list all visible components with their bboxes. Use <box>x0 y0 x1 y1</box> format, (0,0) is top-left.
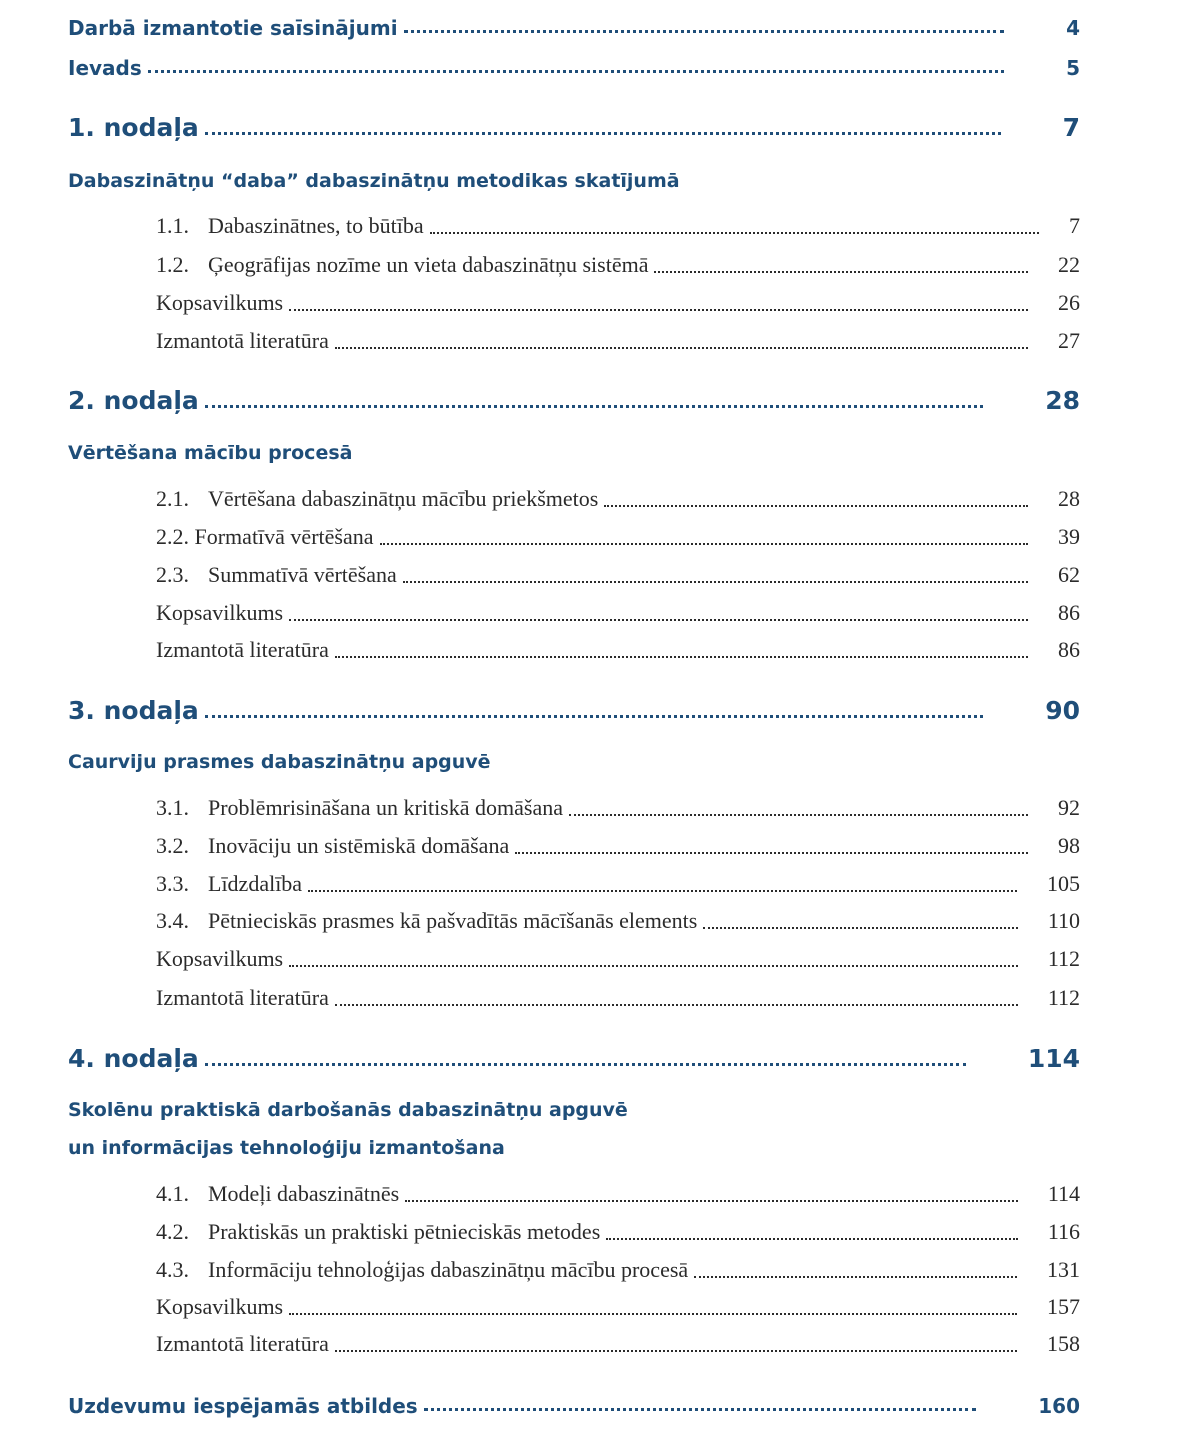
section-page-number: 131 <box>1047 1257 1080 1282</box>
section-entry[interactable] <box>156 871 1080 897</box>
section-page-number: 112 <box>1047 985 1080 1010</box>
dot-leader <box>335 1004 1018 1006</box>
section-page-number: 92 <box>1058 795 1080 820</box>
chapter-title: 1. nodaļa <box>68 113 199 142</box>
section-label: Summatīvā vērtēšana <box>208 562 397 587</box>
toc-page-number: 5 <box>1066 56 1080 80</box>
section-number: 3.3. <box>156 871 189 896</box>
section-page-number: 116 <box>1047 1219 1080 1244</box>
chapter-heading[interactable] <box>68 1044 1080 1073</box>
chapter-page-number: 114 <box>1027 1044 1080 1073</box>
section-number: 2.1. <box>156 486 189 511</box>
section-label: Līdzdalība <box>208 871 303 896</box>
section-page-number: 26 <box>1058 290 1080 315</box>
chapter-subtitle: un informācijas tehnoloģiju izmantošana <box>68 1137 505 1159</box>
section-label: Inovāciju un sistēmiskā domāšana <box>208 833 510 858</box>
section-number: 2.3. <box>156 562 189 587</box>
section-label: Izmantotā literatūra <box>156 1331 329 1356</box>
section-entry[interactable] <box>156 637 1080 663</box>
chapter-page-number: 90 <box>1045 696 1080 725</box>
chapter-title: 4. nodaļa <box>68 1044 199 1073</box>
section-number: 4.3. <box>156 1257 189 1282</box>
section-number: 1.1. <box>156 213 189 238</box>
section-page-number: 27 <box>1058 328 1080 353</box>
dot-leader <box>289 309 1028 311</box>
section-label: Kopsavilkums <box>156 1294 284 1319</box>
section-page-number: 157 <box>1047 1294 1080 1319</box>
dot-leader <box>205 132 1001 135</box>
dot-leader <box>424 1408 977 1411</box>
dot-leader <box>569 814 1028 816</box>
section-label: Dabaszinātnes, to būtība <box>208 213 424 238</box>
section-number: 3.4. <box>156 908 189 933</box>
section-page-number: 110 <box>1047 908 1080 933</box>
dot-leader <box>380 543 1029 545</box>
toc-page-number: 4 <box>1066 16 1080 40</box>
chapter-title: 3. nodaļa <box>68 696 199 725</box>
toc-page-number: 160 <box>1038 1394 1080 1418</box>
dot-leader <box>403 581 1028 583</box>
toc-entry[interactable] <box>68 16 1080 40</box>
section-entry[interactable] <box>156 1294 1080 1320</box>
chapter-subtitle: Caurviju prasmes dabaszinātņu apguvē <box>68 751 491 773</box>
section-label: Modeļi dabaszinātnēs <box>208 1181 400 1206</box>
section-label: Kopsavilkums <box>156 290 284 315</box>
chapter-subtitle: Skolēnu praktiskā darbošanās dabaszinātņu apguvē <box>68 1099 628 1121</box>
section-page-number: 98 <box>1058 833 1080 858</box>
section-page-number: 7 <box>1069 213 1080 238</box>
section-entry[interactable] <box>156 946 1080 972</box>
section-page-number: 105 <box>1047 871 1080 896</box>
section-entry[interactable] <box>156 985 1080 1011</box>
dot-leader <box>606 1238 1018 1240</box>
section-label: Kopsavilkums <box>156 946 284 971</box>
section-entry[interactable] <box>156 1331 1080 1357</box>
section-label: Informāciju tehnoloģijas dabaszinātņu mācību procesā <box>208 1257 689 1282</box>
section-entry[interactable] <box>156 524 1080 550</box>
section-number: 4.2. <box>156 1219 189 1244</box>
dot-leader <box>335 656 1028 658</box>
section-label: Problēmrisināšana un kritiskā domāšana <box>208 795 563 820</box>
section-page-number: 62 <box>1058 562 1080 587</box>
section-entry[interactable] <box>156 252 1080 278</box>
dot-leader <box>289 1313 1017 1315</box>
section-entry[interactable] <box>156 908 1080 934</box>
section-page-number: 86 <box>1058 637 1080 662</box>
chapter-heading[interactable] <box>68 113 1080 142</box>
chapter-subtitle: Vērtēšana mācību procesā <box>68 442 353 464</box>
dot-leader <box>205 405 983 408</box>
chapter-heading[interactable] <box>68 696 1080 725</box>
section-entry[interactable] <box>156 1257 1080 1283</box>
dot-leader <box>289 619 1028 621</box>
section-page-number: 28 <box>1058 486 1080 511</box>
chapter-title: 2. nodaļa <box>68 386 199 415</box>
section-number: 4.1. <box>156 1181 189 1206</box>
section-label: Ģeogrāfijas nozīme un vieta dabaszinātņu sistēmā <box>208 252 649 277</box>
section-entry[interactable] <box>156 1219 1080 1245</box>
section-label: Vērtēšana dabaszinātņu mācību priekšmetos <box>208 486 599 511</box>
dot-leader <box>654 271 1028 273</box>
dot-leader <box>404 30 1004 33</box>
dot-leader <box>308 890 1017 892</box>
section-label: Praktiskās un praktiski pētnieciskās metodes <box>208 1219 601 1244</box>
chapter-subtitle: Dabaszinātņu “daba” dabaszinātņu metodikas skatījumā <box>68 170 680 192</box>
section-page-number: 112 <box>1047 946 1080 971</box>
section-entry[interactable] <box>156 290 1080 316</box>
section-label: Izmantotā literatūra <box>156 328 329 353</box>
section-page-number: 22 <box>1058 252 1080 277</box>
section-page-number: 86 <box>1058 600 1080 625</box>
toc-entry[interactable] <box>68 1394 1080 1418</box>
dot-leader <box>335 347 1028 349</box>
section-number: 3.1. <box>156 795 189 820</box>
section-label: Izmantotā literatūra <box>156 985 329 1010</box>
section-page-number: 39 <box>1058 524 1080 549</box>
chapter-page-number: 28 <box>1045 386 1080 415</box>
dot-leader <box>205 1063 966 1066</box>
dot-leader <box>430 232 1039 234</box>
chapter-page-number: 7 <box>1062 113 1080 142</box>
toc-entry-label: Darbā izmantotie saīsinājumi <box>68 16 398 40</box>
section-page-number: 158 <box>1047 1331 1080 1356</box>
section-entry[interactable] <box>156 1181 1080 1207</box>
toc-entry[interactable] <box>68 56 1080 80</box>
section-number: 3.2. <box>156 833 189 858</box>
section-page-number: 114 <box>1047 1181 1080 1206</box>
dot-leader <box>703 927 1017 929</box>
toc-entry-label: Uzdevumu iespējamās atbildes <box>68 1394 418 1418</box>
section-label: Izmantotā literatūra <box>156 637 329 662</box>
section-entry[interactable] <box>156 600 1080 626</box>
section-label: Kopsavilkums <box>156 600 284 625</box>
section-label: Pētnieciskās prasmes kā pašvadītās mācīšanās elements <box>208 908 698 933</box>
section-entry[interactable] <box>156 562 1080 588</box>
dot-leader <box>515 852 1028 854</box>
dot-leader <box>604 505 1028 507</box>
section-label: 2.2. Formatīvā vērtēšana <box>156 524 374 549</box>
dot-leader <box>405 1200 1018 1202</box>
dot-leader <box>148 70 1004 73</box>
toc-entry-label: Ievads <box>68 56 142 80</box>
dot-leader <box>205 715 983 718</box>
dot-leader <box>335 1350 1017 1352</box>
section-entry[interactable] <box>156 486 1080 512</box>
section-entry[interactable] <box>156 795 1080 821</box>
section-entry[interactable] <box>156 213 1080 239</box>
section-number: 1.2. <box>156 252 189 277</box>
section-entry[interactable] <box>156 328 1080 354</box>
dot-leader <box>694 1276 1017 1278</box>
chapter-heading[interactable] <box>68 386 1080 415</box>
dot-leader <box>289 965 1018 967</box>
section-entry[interactable] <box>156 833 1080 859</box>
